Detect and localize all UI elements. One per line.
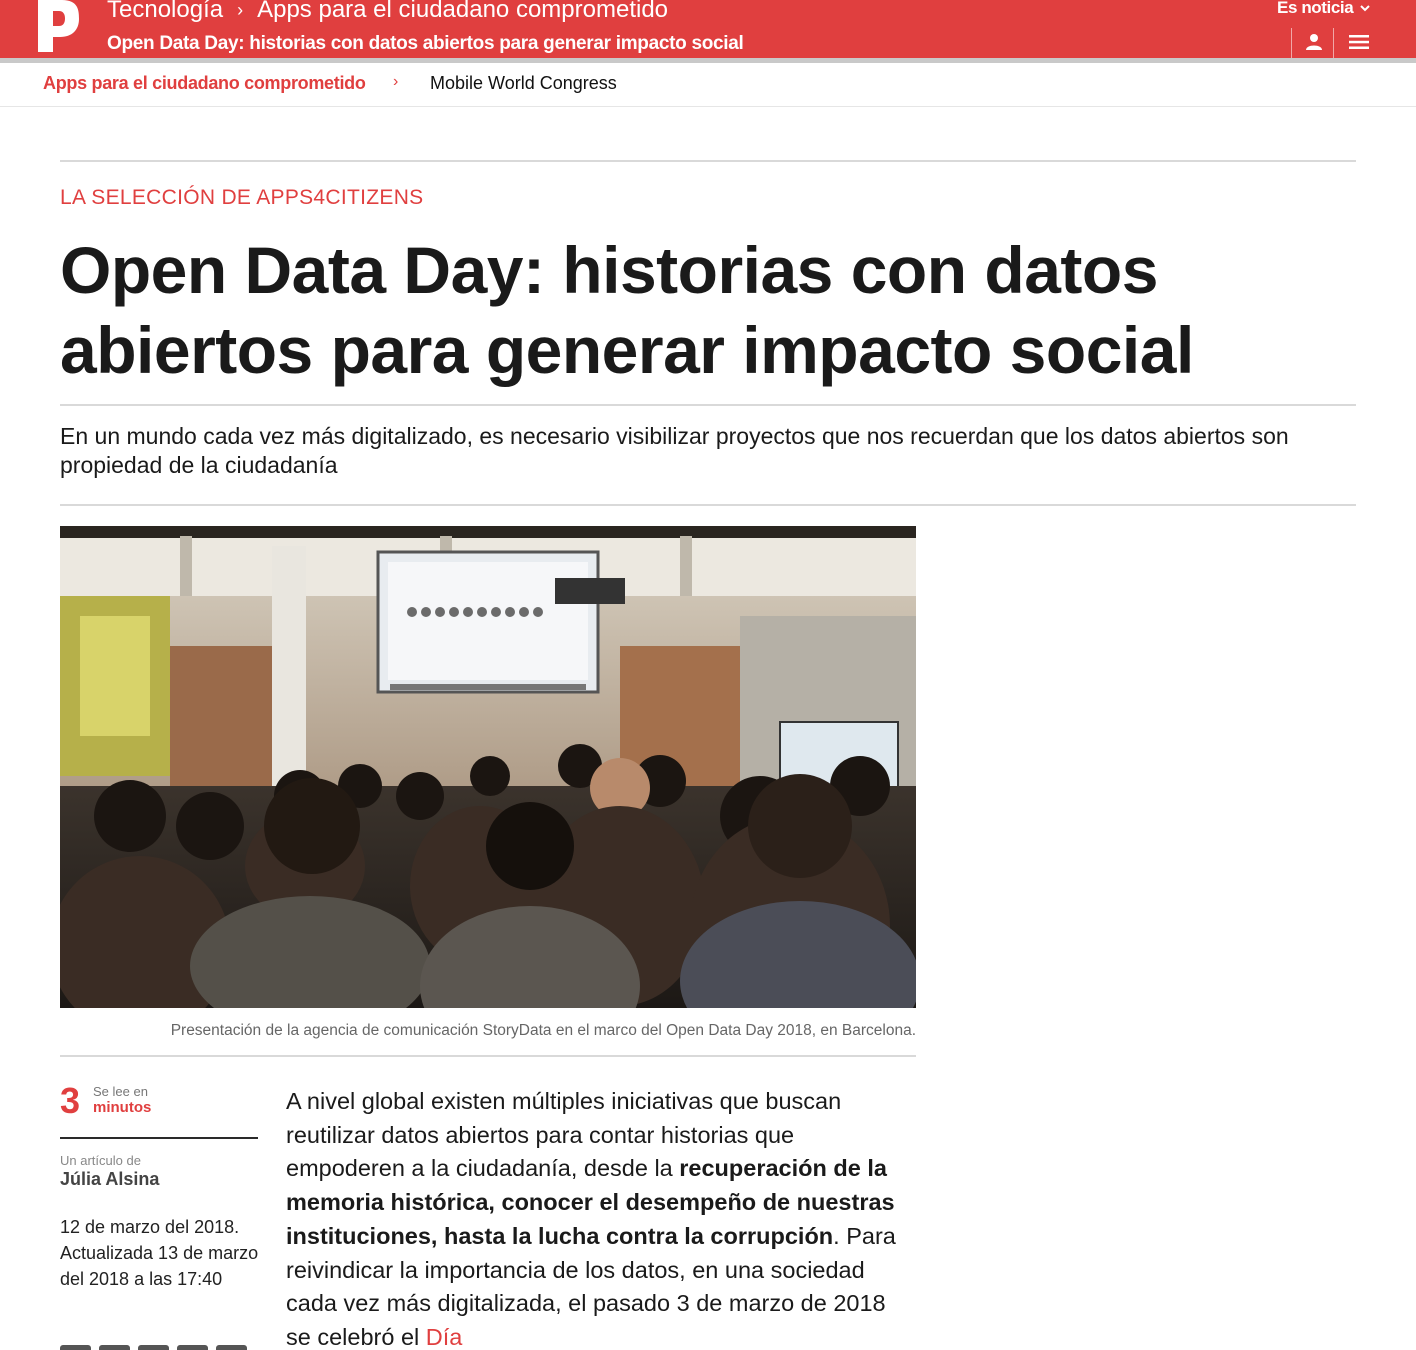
share-button[interactable] (177, 1345, 208, 1350)
hamburger-menu-icon (1349, 34, 1369, 50)
author-label: Un artículo de (60, 1153, 141, 1168)
logo-p-icon (28, 0, 86, 58)
article-kicker[interactable]: LA SELECCIÓN DE APPS4CITIZENS (60, 186, 424, 209)
read-time-unit: minutos (93, 1099, 152, 1116)
share-button[interactable] (99, 1345, 130, 1350)
breadcrumb-item-tecnologia[interactable]: Tecnología (107, 0, 224, 23)
share-button[interactable] (60, 1345, 91, 1350)
divider (60, 504, 1356, 506)
subnav-chevron-icon: › (393, 73, 399, 90)
divider (60, 404, 1356, 406)
divider (1291, 28, 1292, 58)
top-bar (0, 0, 1416, 58)
user-account-button[interactable] (1300, 30, 1328, 54)
read-time-number: 3 (60, 1080, 81, 1121)
site-logo[interactable] (28, 0, 86, 58)
conference-photo-illustration (60, 526, 916, 1008)
breadcrumb-item-apps[interactable]: Apps para el ciudadano comprometido (257, 0, 669, 23)
article-body-paragraph (286, 1085, 916, 1350)
body-text: . Para reivindicar la importancia de los datos, en una sociedad cada vez más digitalizada, el pasado 3 de marzo de 2018 se celebró el (286, 1222, 896, 1350)
author-name[interactable]: Júlia Alsina (60, 1169, 160, 1189)
divider (60, 160, 1356, 162)
es-noticia-dropdown[interactable] (1277, 0, 1371, 18)
article-photo[interactable] (60, 526, 916, 1008)
subnav-item-apps-ciudadano[interactable]: Apps para el ciudadano comprometido (43, 73, 366, 93)
publication-dates: 12 de marzo del 2018. Actualizada 13 de marzo del 2018 a las 17:40 (60, 1217, 259, 1289)
divider (60, 1055, 916, 1057)
body-bold-text: recuperación de la memoria histórica, conocer el desempeño de nuestras instituciones, hasta la lucha contra la corrupción (286, 1155, 895, 1249)
main-menu-button[interactable] (1345, 30, 1373, 54)
chevron-down-icon (1359, 3, 1371, 13)
es-noticia-label: Es noticia (1277, 0, 1354, 17)
breadcrumb-separator: › (237, 0, 244, 20)
subnav-item-mobile-world-congress[interactable]: Mobile World Congress (430, 73, 617, 93)
divider (60, 1137, 258, 1139)
breadcrumb (107, 0, 668, 26)
article-subtitle: En un mundo cada vez más digitalizado, es necesario visibilizar proyectos que nos recuerdan que los datos abiertos son propiedad de la ciudadanía (60, 423, 1289, 478)
photo-caption: Presentación de la agencia de comunicación StoryData en el marco del Open Data Day 2018, en Barcelona. (170, 1022, 916, 1039)
body-text: A nivel global existen múltiples iniciativas que buscan reutilizar datos abiertos para contar historias que empoderen a la ciudadanía, desde la (286, 1088, 842, 1182)
user-icon (1305, 33, 1323, 51)
share-button[interactable] (216, 1345, 247, 1350)
sub-navigation (0, 63, 1416, 107)
read-time-label: Se lee en (93, 1084, 148, 1099)
header-article-title[interactable]: Open Data Day: historias con datos abiertos para generar impacto social (107, 33, 744, 54)
article-headline: Open Data Day: historias con datos abiertos para generar impacto social (60, 233, 1194, 387)
body-link-dia[interactable]: Día (425, 1323, 463, 1350)
share-button[interactable] (138, 1345, 169, 1350)
divider (1333, 28, 1334, 58)
share-buttons (60, 1345, 247, 1350)
